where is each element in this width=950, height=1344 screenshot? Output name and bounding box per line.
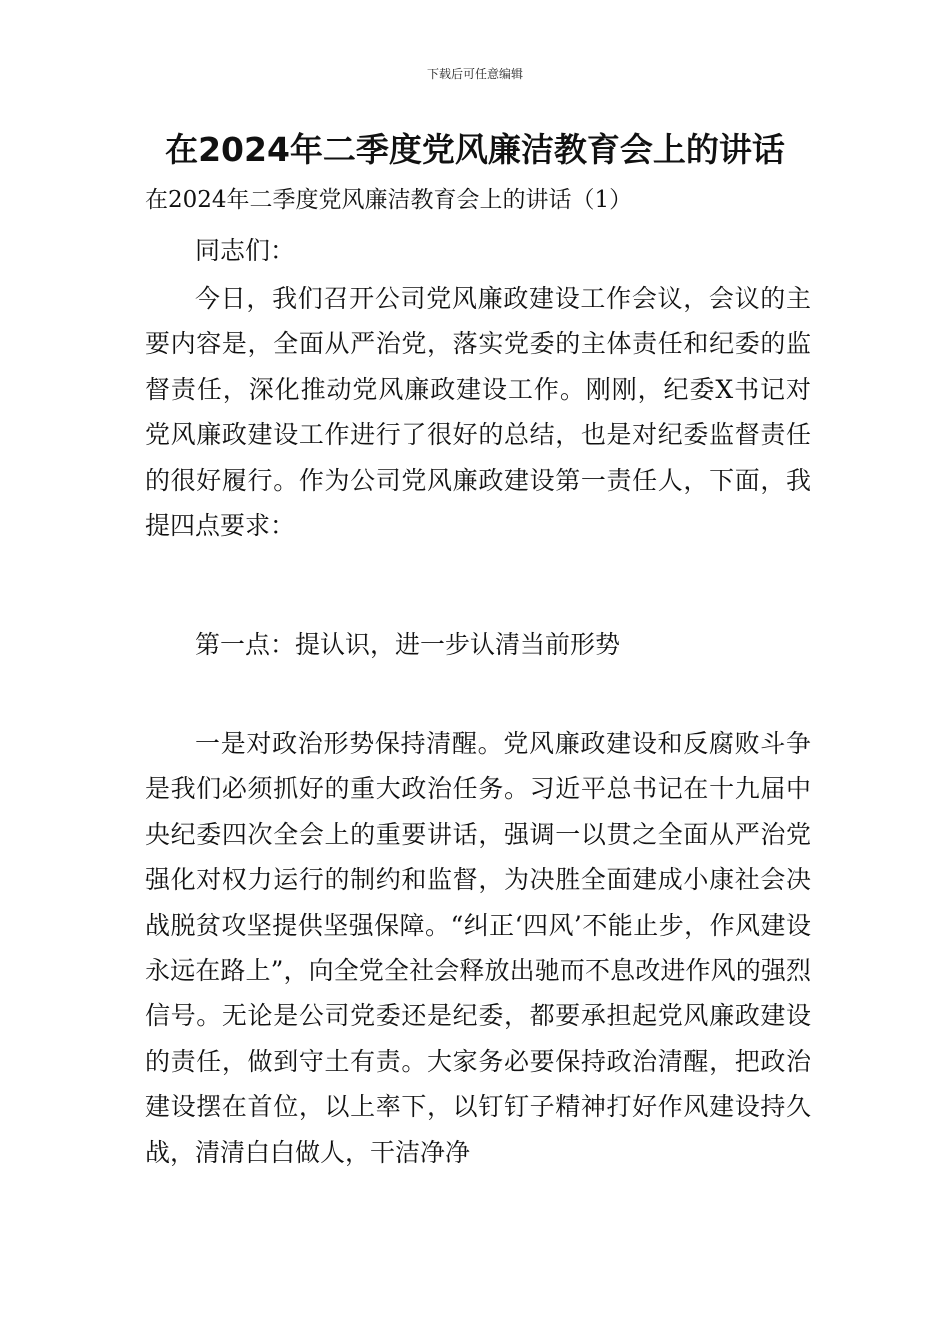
header-note: 下载后可任意编辑 [426,67,523,81]
body-paragraph: 一是对政治形势保持清醒。党风廉政建设和反腐败斗争是我们必须抓好的重大政治任务。习近平总书记在十九届中央纪委四次全会上的重要讲话，强调一以贯之全面从严治党强化对权力运行的制约和监督，为决胜全面建成小康社会决战脱贫攻坚提供坚强保障。“纠正‘四风’不能止步，作风建设永远在路上”，向全党全社会释放出驰而不息改进作风的强烈信号。无论是公司党委还是纪委，都要承担起党风廉政建设的责任，做到守土有责。大家务必要保持政治清醒，把政治建设摆在首位，以上率下，以钉钉子精神打好作风建设持久战，清清白白做人，干洁净净 [145,729,811,1167]
document-subtitle: 在2024年二季度党风廉洁教育会上的讲话（1） [145,187,633,213]
salutation-paragraph: 同志们： [195,236,296,265]
section-heading: 第一点：提认识，进一步认清当前形势 [195,630,621,659]
document-title: 在2024年二季度党风廉洁教育会上的讲话 [165,130,785,169]
intro-paragraph: 今日，我们召开公司党风廉政建设工作会议，会议的主要内容是，全面从严治党，落实党委的主体责任和纪委的监督责任，深化推动党风廉政建设工作。刚刚，纪委X书记对党风廉政建设工作进行了很好的总结，也是对纪委监督责任的很好履行。作为公司党风廉政建设第一责任人，下面，我提四点要求： [145,284,811,541]
